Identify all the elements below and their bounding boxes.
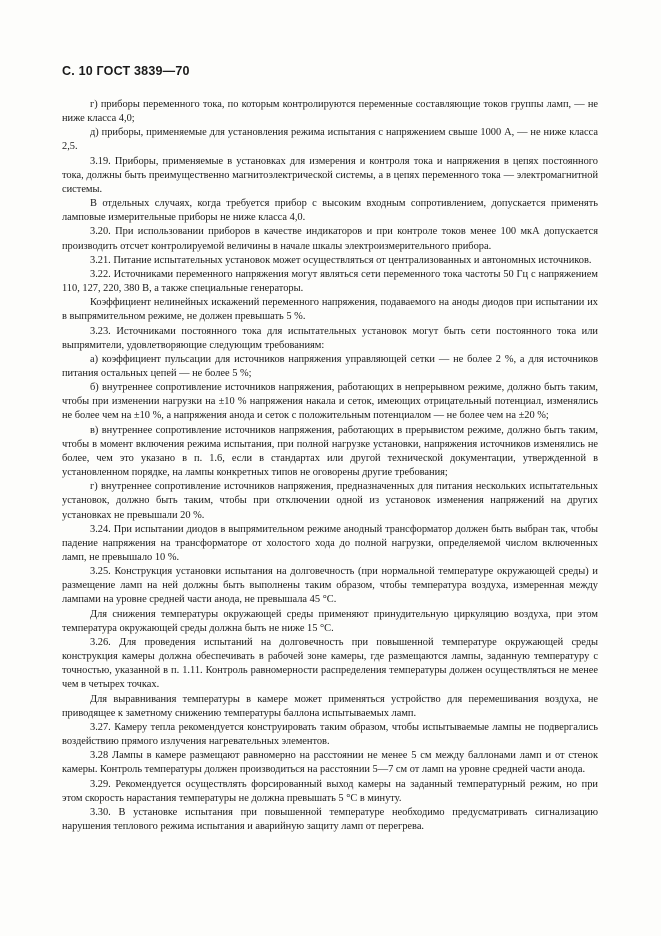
paragraph-3-26-note: Для выравнивания температуры в камере может применяться устройство для перемешивания воздуха, не приводящее к заметному снижению температуры баллона испытываемых ламп.	[62, 693, 598, 719]
paragraph-3-23-b: б) внутреннее сопротивление источников напряжения, работающих в непрерывном режиме, должно быть таким, чтобы при изменении нагрузки на ±10 % напряжения накала и сеток, имеющих отрицательный потенциал, изменялись не более чем на ±10 %, а напряжения анода и сеток с положительным потенциалом — не более чем на ±20 %;	[62, 382, 598, 422]
paragraph-3-23-v: в) внутреннее сопротивление источников напряжения, работающих в прерывистом режиме, должно быть таким, чтобы в момент включения режима испытания, при полной нагрузке установки, напряжения источников изменялись не более, чем это указано в п. 1.6, если в стандартах или другой технической документации, утвержденной в установленном порядке, на лампы конкретных типов не оговорены другие требования;	[62, 424, 598, 479]
paragraph-3-30: 3.30. В установке испытания при повышенной температуре необходимо предусматривать сигнализацию нарушения теплового режима испытания и аварийную защиту ламп от перегрева.	[62, 806, 598, 832]
paragraph-3-24: 3.24. При испытании диодов в выпрямительном режиме анодный трансформатор должен быть выбран так, чтобы падение напряжения на трансформаторе от холостого хода до полной нагрузки, определяемой числом включенных ламп, не превышало 10 %.	[62, 523, 598, 563]
paragraph-3-27: 3.27. Камеру тепла рекомендуется конструировать таким образом, чтобы испытываемые лампы не подвергались воздействию прямого излучения нагревательных элементов.	[62, 721, 598, 748]
paragraph-3-22-note: Коэффициент нелинейных искажений переменного напряжения, подаваемого на аноды диодов при испытании их в выпрямительном режиме, не должен превышать 5 %.	[62, 297, 598, 323]
paragraph-3-19: 3.19. Приборы, применяемые в установках для измерения и контроля тока и напряжения в цепях постоянного тока, должны быть преимущественно магнитоэлектрической системы, а в цепях переменного тока — электромагнитной системы.	[62, 155, 598, 195]
paragraph-3-22: 3.22. Источниками переменного напряжения могут являться сети переменного тока частоты 50 Гц с напряжением 110, 127, 220, 380 В, а также специальные генераторы.	[62, 268, 598, 295]
paragraph-item-d-meters: д) приборы, применяемые для установления режима испытания с напряжением свыше 1000 А, — не ниже класса 2,5.	[62, 127, 598, 153]
paragraph-item-g-meters: г) приборы переменного тока, по которым контролируются переменные составляющие токов группы ламп, — не ниже класса 4,0;	[62, 99, 598, 125]
paragraph-3-23: 3.23. Источниками постоянного тока для испытательных установок могут быть сети постоянного тока или выпрямители, удовлетворяющие следующим требованиям:	[62, 325, 598, 351]
paragraph-3-29: 3.29. Рекомендуется осуществлять форсированный выход камеры на заданный температурный режим, но при этом скорость нарастания температуры не должна превышать 5 °С в минуту.	[62, 778, 598, 804]
paragraph-3-25: 3.25. Конструкция установки испытания на долговечность (при нормальной температуре окружающей среды) и размещение ламп на ней должны быть выполнены таким образом, чтобы температура воздуха, измеренная между лампами на уровне средней части анода, не превышала 45 °С.	[62, 566, 598, 606]
paragraph-3-23-a: а) коэффициент пульсации для источников напряжения управляющей сетки — не более 2 %, а для источников питания остальных цепей — не более 5 %;	[62, 353, 598, 379]
paragraph-3-28: 3.28 Лампы в камере размещают равномерно на расстоянии не менее 5 см между баллонами ламп и от стенок камеры. Контроль температуры должен производиться на расстоянии 5—7 см от ламп на уровне средней части анода.	[62, 750, 598, 776]
paragraph-3-26: 3.26. Для проведения испытаний на долговечность при повышенной температуре окружающей среды конструкция камеры должна обеспечивать в рабочей зоне камеры, где размещаются лампы, заданную температуру с точностью, указанной в п. 1.11. Контроль равномерности распределения температуры должен осуществляться не менее чем в четырех точках.	[62, 636, 598, 691]
paragraph-3-25-note: Для снижения температуры окружающей среды применяют принудительную циркуляцию воздуха, при этом температура окружающей среды должна быть не ниже 15 °С.	[62, 608, 598, 634]
paragraph-3-19-note: В отдельных случаях, когда требуется прибор с высоким входным сопротивлением, допускается применять ламповые измерительные приборы не ниже класса 4,0.	[62, 198, 598, 224]
paragraph-3-23-g: г) внутреннее сопротивление источников напряжения, предназначенных для питания нескольких испытательных установок, должно быть таким, чтобы при отключении одной из установок изменения напряжений на других установках не превышали 20 %.	[62, 481, 598, 521]
document-body	[62, 98, 598, 834]
page-header: С. 10 ГОСТ 3839—70	[62, 64, 190, 78]
paragraph-3-21: 3.21. Питание испытательных установок может осуществляться от централизованных и автономных источников.	[90, 254, 592, 266]
paragraph-3-20: 3.20. При использовании приборов в качестве индикаторов и при контроле токов менее 100 мкА допускается производить отсчет контролируемой величины в начале шкалы электроизмерительного прибора.	[62, 226, 598, 252]
